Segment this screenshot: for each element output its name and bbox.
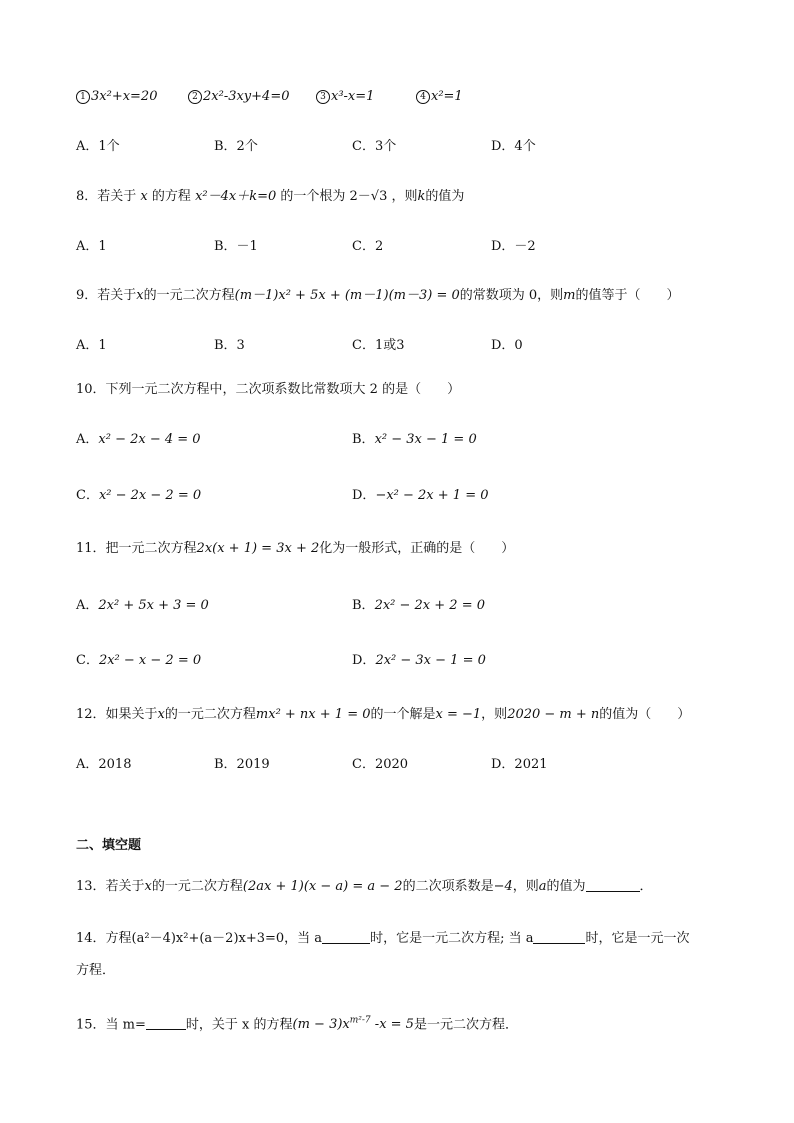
q9-option-a[interactable]: A．1 [76, 338, 107, 353]
section-heading-fill-blank: 二、填空题 [76, 838, 142, 853]
q7-option-d[interactable]: D．4个 [491, 139, 536, 154]
q8-option-b[interactable]: B．－1 [214, 239, 258, 254]
q14-stem-line2: 方程． [76, 963, 116, 978]
circled-number: 3 [316, 90, 330, 104]
q9-option-b[interactable]: B．3 [214, 338, 245, 353]
q12-equation: mx² + nx + 1 = 0 [255, 707, 371, 722]
circled-number: 2 [188, 90, 202, 104]
q9-stem: 9．若关于x的一元二次方程(m－1)x² + 5x + (m－1)(m－3) = 0的常数项为 0，则m的值等于（ ） [76, 288, 680, 303]
q7-option-c[interactable]: C．3个 [352, 139, 397, 154]
q10-option-a[interactable]: A．x² − 2x − 4 = 0 [76, 432, 201, 447]
q7-item-3-expr: x³-x=1 [331, 89, 375, 104]
q11-stem: 11．把一元二次方程2x(x + 1) = 3x + 2化为一般形式，正确的是（ ） [76, 541, 515, 556]
q10-stem: 10．下列一元二次方程中，二次项系数比常数项大 2 的是（ ） [76, 382, 461, 397]
q12-option-d[interactable]: D．2021 [491, 757, 548, 772]
q11-equation: 2x(x + 1) = 3x + 2 [196, 541, 320, 556]
q15-answer-blank[interactable] [146, 1029, 186, 1030]
q8-option-d[interactable]: D．－2 [491, 239, 536, 254]
q10-option-b[interactable]: B．x² − 3x − 1 = 0 [352, 432, 477, 447]
q7-item-3 [316, 88, 374, 106]
q8-option-a[interactable]: A．1 [76, 239, 107, 254]
q12-option-b[interactable]: B．2019 [214, 757, 270, 772]
q7-item-4-expr: x²=1 [431, 89, 463, 104]
q7-item-4 [416, 88, 463, 106]
q12-stem: 12．如果关于x的一元二次方程mx² + nx + 1 = 0的一个解是x = −1，则2020 − m + n的值为（ ） [76, 707, 691, 722]
circled-number: 4 [416, 90, 430, 104]
q14-answer-blank-2[interactable] [533, 943, 585, 944]
q8-stem: 8．若关于 x 的方程 x²－4x＋k=0 的一个根为 2－√3 ，则k的值为 [76, 189, 465, 204]
q12-option-c[interactable]: C．2020 [352, 757, 409, 772]
q12-option-a[interactable]: A．2018 [76, 757, 132, 772]
q11-option-b[interactable]: B．2x² − 2x + 2 = 0 [352, 598, 485, 613]
q7-item-1 [76, 88, 157, 106]
q14-answer-blank-1[interactable] [322, 943, 370, 944]
q7-option-a[interactable]: A．1个 [76, 139, 120, 154]
q14-stem: 14．方程(a²－4)x²+(a－2)x+3=0，当 a 时，它是一元二次方程; 当 a 时，它是一元一次 [76, 931, 690, 946]
q15-equation: $(m - 3)x^{m^2-7}$ -x = 5 [292, 1016, 414, 1033]
q13-stem: 13．若关于x的一元二次方程(2ax + 1)(x − a) = a − 2的二次项系数是−4，则a的值为 ． [76, 879, 653, 894]
q9-option-d[interactable]: D．0 [491, 338, 523, 353]
q9-option-c[interactable]: C．1或3 [352, 338, 405, 353]
q11-option-d[interactable]: D．2x² − 3x − 1 = 0 [352, 653, 486, 668]
q13-equation: (2ax + 1)(x − a) = a − 2 [242, 879, 403, 894]
q7-option-b[interactable]: B．2个 [214, 139, 258, 154]
circled-number: 1 [76, 90, 90, 104]
q8-option-c[interactable]: C．2 [352, 239, 384, 254]
q11-option-c[interactable]: C．2x² − x − 2 = 0 [76, 653, 202, 668]
q7-item-1-expr: 3x²+x=20 [91, 89, 158, 104]
q7-item-2 [188, 88, 289, 106]
q10-option-c[interactable]: C．x² − 2x − 2 = 0 [76, 488, 202, 503]
q7-item-2-expr: 2x²-3xy+4=0 [203, 89, 290, 104]
q11-option-a[interactable]: A．2x² + 5x + 3 = 0 [76, 598, 209, 613]
q8-equation: x²－4x＋k=0 [195, 189, 277, 204]
sqrt3: √3 [370, 189, 388, 204]
q13-answer-blank[interactable] [586, 891, 640, 892]
q9-equation: (m－1)x² + 5x + (m－1)(m－3) = 0 [234, 288, 460, 303]
q10-option-d[interactable]: D．−x² − 2x + 1 = 0 [352, 488, 489, 503]
q15-stem: 15．当 m= 时，关于 x 的方程$(m - 3)x^{m^2-7}$ -x = 5是一元二次方程． [76, 1016, 518, 1033]
